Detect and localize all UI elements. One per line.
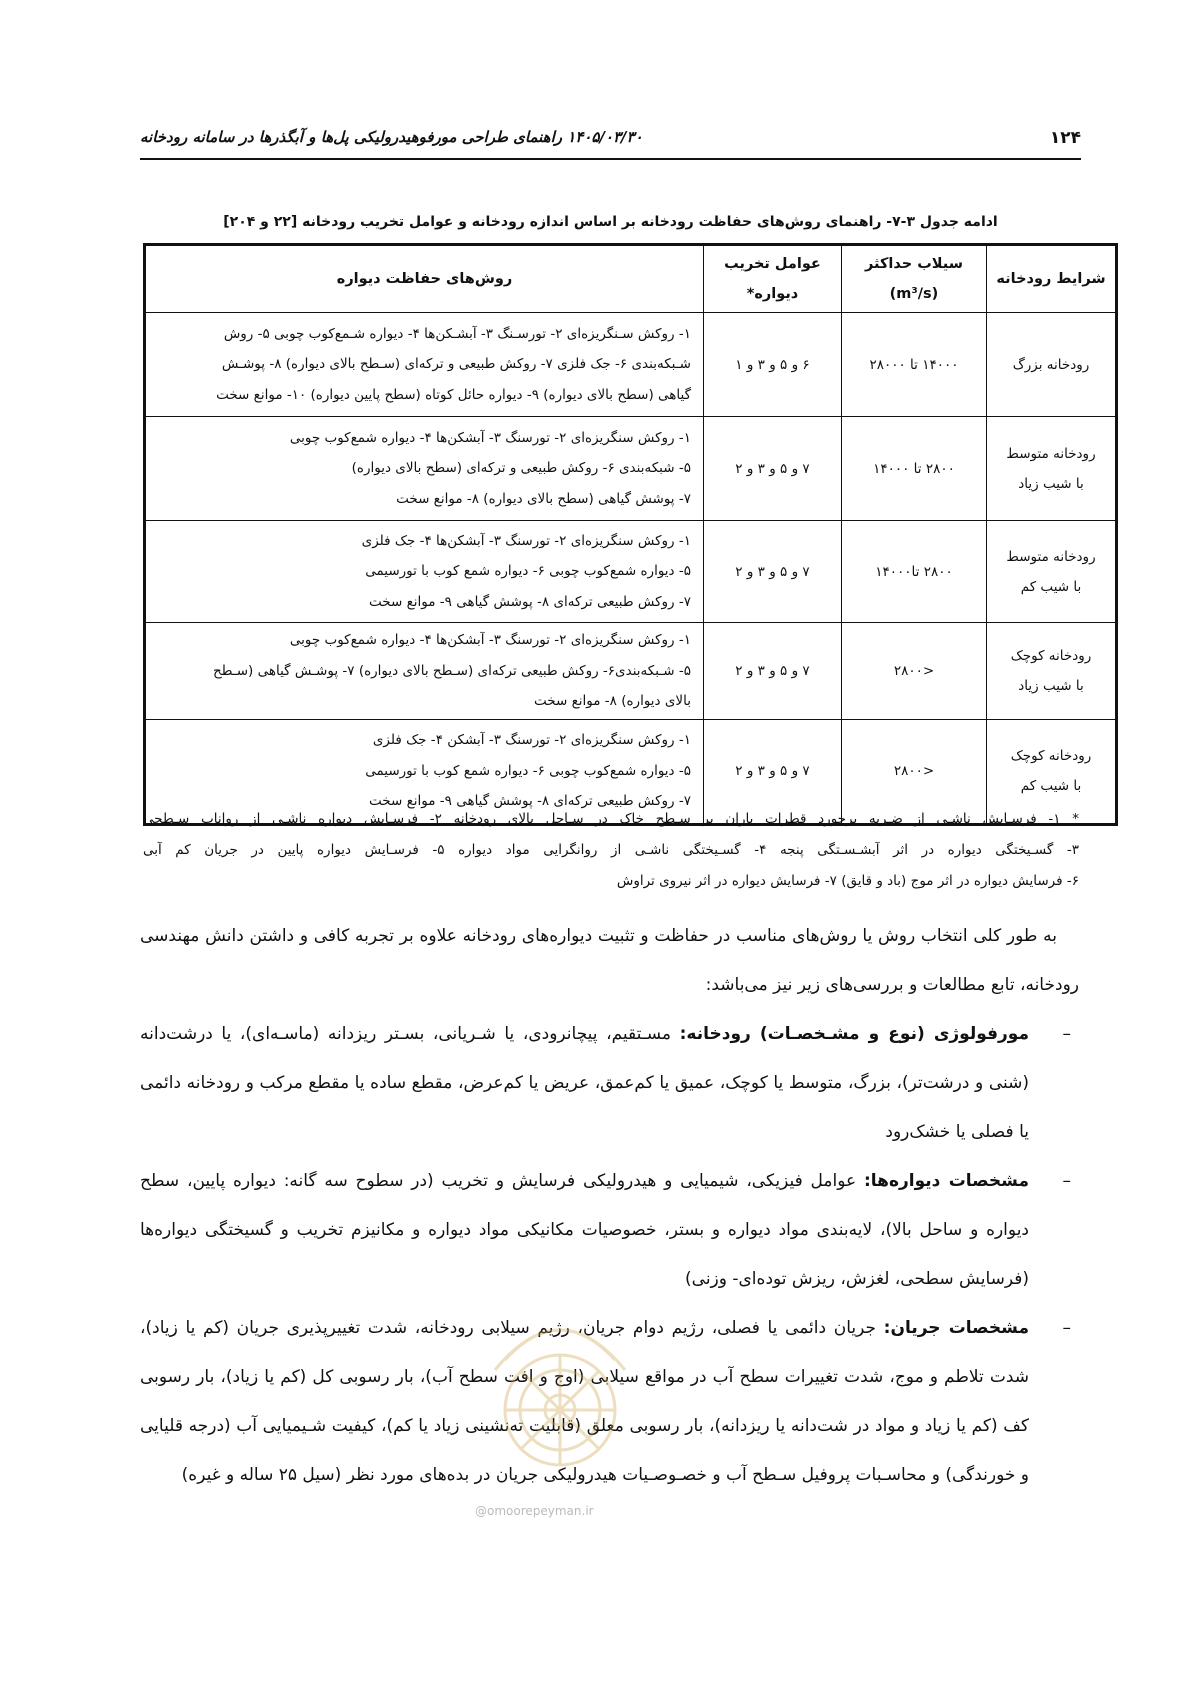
header-max-flood (842, 245, 987, 313)
method-line: ۵- دیواره شمع‌کوب چوبی ۶- دیواره شمع کوب با تورسیمی (365, 563, 691, 580)
table-row (145, 313, 1117, 417)
intro-paragraph: به طور کلی انتخاب روش یا روش‌های مناسب در حفاظت و تثبیت دیواره‌های رودخانه علاوه بر تجربه کافی و داشتن دانش مهندسی رودخانه، تابع مطالعات و بررسی‌های زیر نیز می‌باشد: (140, 926, 1079, 995)
header-max-flood-label: سیلاب حداکثر (865, 256, 963, 272)
method-line: بالای دیواره) ۸- موانع سخت (534, 693, 691, 709)
bullet-dash: – (1062, 1318, 1071, 1338)
method-line: ۱- روکش سـنگریزه‌ای ۲- تورسـنگ ۳- آبشـکن‌ها ۴- دیواره شـمع‌کوب چوبی ۵- روش (223, 325, 691, 342)
page-header (140, 128, 1081, 158)
method-line: ۷- روکش طبیعی ترکه‌ای ۸- پوشش گیاهی ۹- موانع سخت (369, 793, 691, 810)
header-condition: شرایط رودخانه (987, 245, 1117, 313)
bullet-dash: – (1062, 1171, 1071, 1191)
bullet-text: مسـتقیم، پیچانرودی، یا شـریانی، بسـتر ریزدانه (ماسـه‌ای)، یا درشت‌دانه (شنی و درشت‌تر)، بزرگ، متوسط یا کوچک، عمیق یا کم‌عمق، عریض یا کم‌عرض، مقطع ساده یا مقطع مرکب و رودخانه دائمی یا فصلی یا خشک‌رود (140, 1024, 1029, 1142)
river-condition: رودخانه متوسط (1006, 445, 1096, 462)
river-condition: رودخانه بزرگ (1012, 356, 1090, 373)
footnote-line: * ۱- فرسـایش ناشـی از ضـربه برخورد قطرات باران بر سـطح خاک در سـاحل بالای رودخانه ۲- فرسـایش دیواره ناشـی از رواناب سـطحی (143, 811, 1079, 827)
running-title: ۱۴۰۵/۰۳/۳۰ راهنمای طراحی مورفوهیدرولیکی پل‌ها و آبگذرها در سامانه رودخانه (140, 128, 643, 146)
bullet-text: جریان دائمی یا فصلی، رژیم دوام جریان، رژیم سیلابی رودخانه، شدت تغییرپذیری جریان (کم یا زیاد)، شدت تلاطم و موج، شدت تغییرات سطح آب در مواقع سیلابی (اوج و افت سطح آب)، بار رسوبی کل (کم یا زیاد)، بار رسوبی کف (کم یا زیاد و مواد در شت‌دانه یا ریزدانه)، بار رسوبی معلق (قابلیت ته‌نشینی زیاد یا کم)، کیفیت شـیمیایی آب (درجه قلیایی و خورندگی) و محاسـبات پروفیل سـطح آب و خصـوصـیات هیدرولیکی جریان در بده‌های مورد نظر (سیل ۲۵ ساله و غیره) (140, 1318, 1029, 1485)
method-line: گیاهی (سطح بالای دیواره) ۹- دیواره حائل کوتاه (سطح پایین دیواره) ۱۰- موانع سخت (216, 386, 691, 403)
bullet-text: عوامل فیزیکی، شیمیایی و هیدرولیکی فرسایش و تخریب (در سطوح سه گانه: دیواره پایین، سطح دیواره و ساحل بالا)، لایه‌بندی مواد دیواره و بستر، خصوصیات مکانیکی مواد دیواره و مکانیزم تخریب و گسیختگی دیواره‌ها (فرسایش سطحی، لغزش، ریزش توده‌ای- وزنی) (140, 1171, 1029, 1289)
table-row (145, 521, 1117, 623)
method-line: ۱- روکش سنگریزه‌ای ۲- تورسنگ ۳- آبشکن‌ها ۴- دیواره شمع‌کوب چوبی (289, 429, 691, 446)
table-header-row (145, 245, 1117, 313)
method-line: ۷- پوشش گیاهی (سطح بالای دیواره) ۸- موانع سخت (396, 490, 691, 507)
failure-factors-cell: ۶ و ۵ و ۳ و ۱ (704, 313, 842, 417)
method-line: ۵- دیواره شمع‌کوب چوبی ۶- دیواره شمع کوب با تورسیمی (365, 762, 691, 779)
river-slope: با شیب کم (1020, 778, 1082, 794)
failure-factors-cell: ۷ و ۵ و ۳ و ۲ (704, 623, 842, 720)
method-line: ۱- روکش سنگریزه‌ای ۲- تورسنگ ۳- آبشکن‌ها ۴- دیواره شمع‌کوب چوبی (289, 632, 691, 648)
failure-factors-cell: ۷ و ۵ و ۳ و ۲ (704, 417, 842, 521)
river-condition-cell (987, 417, 1117, 521)
protection-methods-cell (145, 417, 704, 521)
river-condition-cell (987, 623, 1117, 720)
river-slope: با شیب زیاد (1018, 677, 1084, 694)
bullet-bank-characteristics (140, 1157, 1079, 1304)
header-rule (140, 158, 1081, 160)
table-row (145, 623, 1117, 720)
table-footnote (143, 804, 1079, 897)
max-flood-cell: ۲۸۰۰ تا ۱۴۰۰۰ (842, 417, 987, 521)
bullet-title: مشخصات دیواره‌ها: (863, 1171, 1029, 1191)
river-slope: با شیب کم (1020, 578, 1082, 595)
max-flood-cell: <۲۸۰۰ (842, 719, 987, 824)
river-condition: رودخانه کوچک (1010, 647, 1092, 664)
header-failure-factors (704, 245, 842, 313)
table-caption: ادامه جدول ۳-۷- راهنمای روش‌های حفاظت رودخانه بر اساس اندازه رودخانه و عوامل تخریب رودخانه [۲۲ و ۲۰۴] (223, 214, 998, 230)
method-line: ۵- شبکه‌بندی ۶- روکش طبیعی و ترکه‌ای (سطح بالای دیواره) (351, 460, 691, 477)
failure-factors-cell: ۷ و ۵ و ۳ و ۲ (704, 719, 842, 824)
max-flood-cell: ۲۸۰۰ تا۱۴۰۰۰ (842, 521, 987, 623)
river-condition-cell (987, 521, 1117, 623)
protection-methods-cell (145, 313, 704, 417)
bullet-dash: – (1062, 1024, 1071, 1044)
bullet-title: مشخصات جریان: (883, 1318, 1029, 1338)
river-condition-cell (987, 313, 1117, 417)
watermark-url: @omoorepeyman.ir (475, 1504, 594, 1518)
bullet-title: مورفولوژی (نوع و مشـخصـات) رودخانه: (679, 1024, 1029, 1044)
max-flood-cell: <۲۸۰۰ (842, 623, 987, 720)
header-failure-factors-label-2: دیواره* (746, 286, 799, 302)
method-line: ۱- روکش سنگریزه‌ای ۲- تورسنگ ۳- آبشکن‌ها ۴- جک فلزی (361, 532, 691, 549)
river-slope: با شیب زیاد (1018, 475, 1084, 492)
header-protection-methods: روش‌های حفاظت دیواره (145, 245, 704, 313)
footnote-line: ۶- فرسایش دیواره در اثر موج (باد و قایق) ۷- فرسایش دیواره در اثر نیروی تراوش (616, 873, 1079, 889)
max-flood-cell: ۱۴۰۰۰ تا ۲۸۰۰۰ (842, 313, 987, 417)
header-max-flood-unit: (m³/s) (889, 286, 939, 302)
method-line: ۱- روکش سنگریزه‌ای ۲- تورسنگ ۳- آبشکن ۴- جک فلزی (372, 732, 691, 749)
river-condition: رودخانه متوسط (1006, 548, 1096, 565)
page-number: ۱۲۴ (1049, 128, 1081, 148)
protection-methods-table (143, 243, 1118, 826)
method-line: شـبکه‌بندی ۶- جک فلزی ۷- روکش طبیعی و ترکه‌ای (سـطح بالای دیواره) ۸- پوشـش (221, 356, 691, 373)
table-row (145, 417, 1117, 521)
watermark-seal-icon (475, 1290, 645, 1480)
bullet-morphology (140, 1010, 1079, 1157)
method-line: ۷- روکش طبیعی ترکه‌ای ۸- پوشش گیاهی ۹- موانع سخت (369, 593, 691, 610)
protection-methods-cell (145, 521, 704, 623)
failure-factors-cell: ۷ و ۵ و ۳ و ۲ (704, 521, 842, 623)
header-failure-factors-label: عوامل تخریب (724, 256, 821, 272)
river-condition: رودخانه کوچک (1010, 748, 1092, 764)
protection-methods-cell (145, 623, 704, 720)
footnote-line: ۳- گسـیختگی دیواره در اثر آبشـسـتگی پنجه ۴- گسـیختگی ناشـی از روانگرایی مواد دیواره ۵- فرسـایش دیواره پایین در جریان کم آبی (143, 842, 1079, 858)
method-line: ۵- شـبکه‌بندی۶- روکش طبیعی ترکه‌ای (سـطح بالای دیواره) ۷- پوشـش گیاهی (سـطح (213, 662, 691, 679)
